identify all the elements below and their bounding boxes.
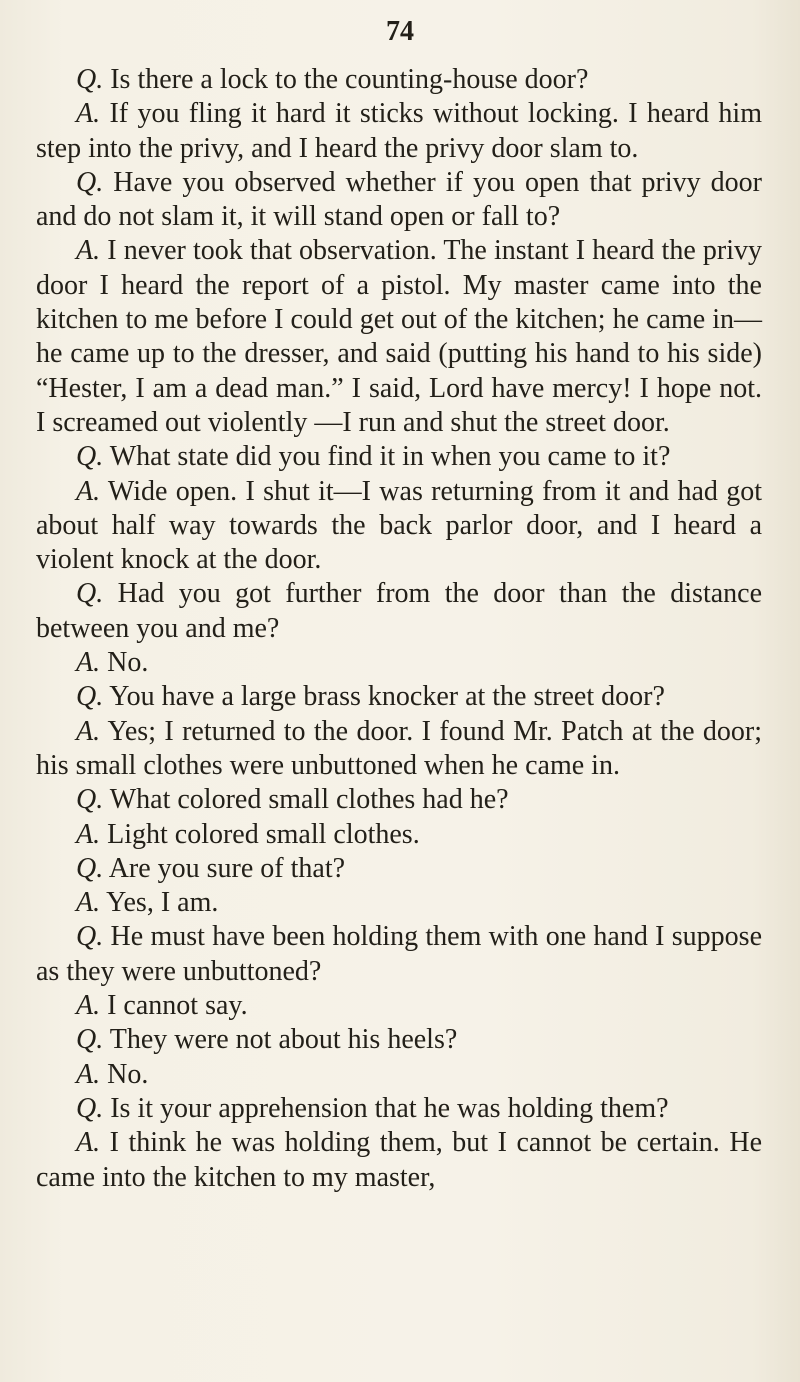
paragraph-text: Wide open. I shut it—I was returning from it and had got about half way towards the back parlor door, and I heard a violent knock at the door. — [36, 475, 762, 576]
paragraph-text: You have a large brass knocker at the street door? — [103, 681, 665, 713]
speaker-label: A. — [76, 887, 101, 919]
paragraph-text: No. — [100, 647, 149, 679]
speaker-label: Q. — [76, 166, 104, 198]
speaker-label: Q. — [76, 852, 104, 884]
paragraph-text: Is there a lock to the counting-house door? — [103, 64, 589, 95]
question-paragraph — [36, 1023, 762, 1057]
question-paragraph — [36, 920, 762, 989]
answer-paragraph — [36, 715, 762, 784]
speaker-label: Q. — [76, 578, 104, 610]
paragraph-text: What colored small clothes had he? — [103, 784, 509, 816]
paragraph-text: Have you observed whether if you open that privy door and do not slam it, it will stand open or fall to? — [36, 166, 762, 233]
answer-paragraph — [36, 1058, 762, 1092]
question-paragraph — [36, 166, 762, 235]
speaker-label: A. — [76, 1127, 101, 1159]
paragraph-text: Are you sure of that? — [103, 852, 346, 884]
question-paragraph — [36, 680, 762, 714]
paragraph-text: Had you got further from the door than the distance between you and me? — [36, 578, 762, 644]
question-paragraph — [36, 852, 762, 886]
speaker-label: Q. — [76, 1092, 104, 1124]
answer-paragraph — [36, 97, 762, 166]
answer-paragraph — [36, 475, 762, 578]
page-number: 74 — [386, 16, 414, 47]
speaker-label: A. — [76, 818, 101, 850]
paragraph-text: Light colored small clothes. — [100, 818, 420, 850]
paragraph-text: They were not about his heels? — [103, 1024, 458, 1056]
speaker-label: A. — [76, 235, 101, 267]
answer-paragraph — [36, 989, 762, 1023]
question-paragraph — [36, 63, 762, 97]
question-paragraph — [36, 1092, 762, 1126]
speaker-label: A. — [76, 990, 101, 1022]
paragraph-text: He must have been holding them with one hand I suppose as they were unbuttoned? — [36, 921, 762, 987]
answer-paragraph — [36, 886, 762, 920]
speaker-label: Q. — [76, 921, 104, 953]
speaker-label: A. — [76, 98, 101, 130]
answer-paragraph — [36, 818, 762, 852]
question-paragraph — [36, 440, 762, 474]
paragraph-text: I never took that observation. The instant I heard the privy door I heard the report of a pistol. My master came into the kitchen to me before I could get out of the kitchen; he came in—he came up to the dresser, and said (putting his hand to his side) “Hester, I am a dead man.” I said, Lord have mercy! I hope not. I screamed out violently —I run and shut the street door. — [36, 235, 762, 438]
speaker-label: Q. — [76, 64, 104, 95]
paragraph-text: Is it your apprehension that he was holding them? — [103, 1092, 669, 1124]
answer-paragraph — [36, 1126, 762, 1195]
speaker-label: Q. — [76, 441, 104, 473]
speaker-label: A. — [76, 647, 101, 679]
paragraph-text: No. — [100, 1058, 149, 1090]
testimony-text — [36, 63, 762, 1195]
paragraph-text: I think he was holding them, but I cannot be certain. He came into the kitchen to my master, — [36, 1127, 762, 1193]
paragraph-text: Yes, I am. — [100, 887, 219, 919]
question-paragraph — [36, 577, 762, 646]
question-paragraph — [36, 783, 762, 817]
speaker-label: Q. — [76, 784, 104, 816]
answer-paragraph — [36, 646, 762, 680]
speaker-label: A. — [76, 1058, 101, 1090]
speaker-label: A. — [76, 715, 101, 747]
speaker-label: Q. — [76, 1024, 104, 1056]
paragraph-text: What state did you find it in when you came to it? — [103, 441, 671, 473]
speaker-label: Q. — [76, 681, 104, 713]
answer-paragraph — [36, 234, 762, 440]
speaker-label: A. — [76, 475, 101, 507]
paragraph-text: If you fling it hard it sticks without locking. I heard him step into the privy, and I heard the privy door slam to. — [36, 98, 762, 164]
paragraph-text: I cannot say. — [100, 990, 248, 1022]
paragraph-text: Yes; I returned to the door. I found Mr. Patch at the door; his small clothes were unbuttoned when he came in. — [36, 715, 762, 781]
